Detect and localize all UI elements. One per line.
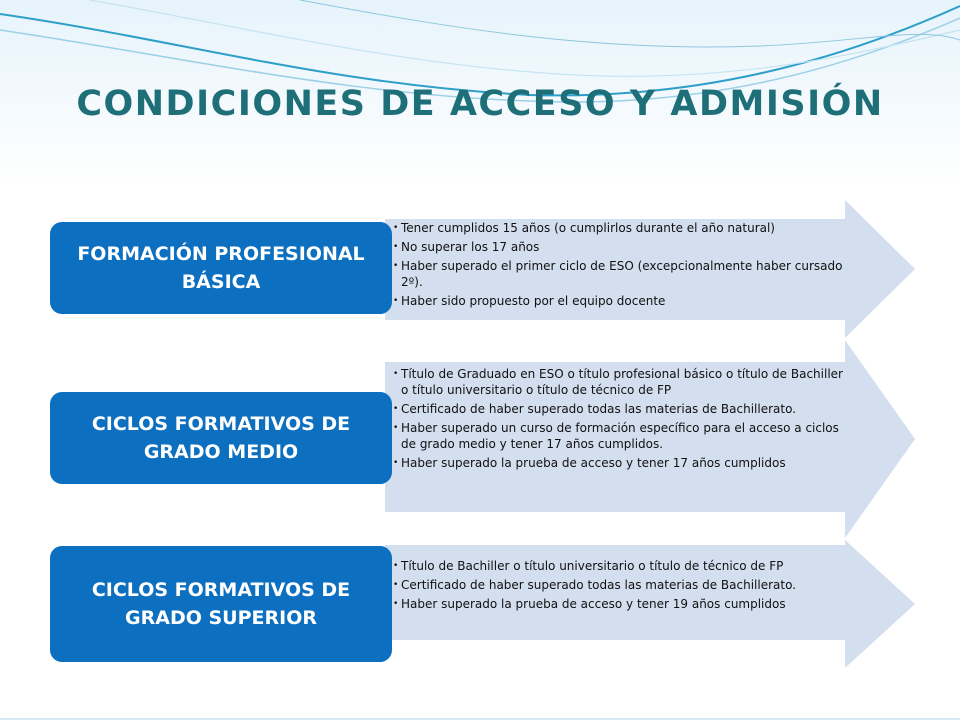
requirement-item: • Título de Graduado en ESO o título profesional básico o título de Bachiller o título universitario o título de técnico de FP <box>392 366 852 398</box>
requirements-list-fp-basica <box>392 220 852 312</box>
requirement-item: • Haber superado un curso de formación específico para el acceso a ciclos de grado medio y tener 17 años cumplidos. <box>392 420 852 452</box>
requirement-item: • Título de Bachiller o título universitario o título de técnico de FP <box>392 558 862 574</box>
requirement-item: • No superar los 17 años <box>392 239 852 255</box>
requirements-list-grado-medio <box>392 366 852 474</box>
requirement-item: • Certificado de haber superado todas las materias de Bachillerato. <box>392 401 852 417</box>
requirement-item: • Haber superado la prueba de acceso y tener 19 años cumplidos <box>392 596 862 612</box>
requirement-item: • Haber superado el primer ciclo de ESO (excepcionalmente haber cursado 2º). <box>392 258 852 290</box>
requirement-item: • Haber sido propuesto por el equipo docente <box>392 293 852 309</box>
requirement-item: • Tener cumplidos 15 años (o cumplirlos durante el año natural) <box>392 220 852 236</box>
section-label-grado-superior: CICLOS FORMATIVOS DE GRADO SUPERIOR <box>50 546 392 662</box>
section-label-fp-basica: FORMACIÓN PROFESIONAL BÁSICA <box>50 222 392 314</box>
slide-title: CONDICIONES DE ACCESO Y ADMISIÓN <box>76 84 884 124</box>
requirement-item: • Haber superado la prueba de acceso y tener 17 años cumplidos <box>392 455 852 471</box>
section-label-grado-medio: CICLOS FORMATIVOS DE GRADO MEDIO <box>50 392 392 484</box>
requirement-item: • Certificado de haber superado todas las materias de Bachillerato. <box>392 577 862 593</box>
requirements-list-grado-superior <box>392 558 862 615</box>
